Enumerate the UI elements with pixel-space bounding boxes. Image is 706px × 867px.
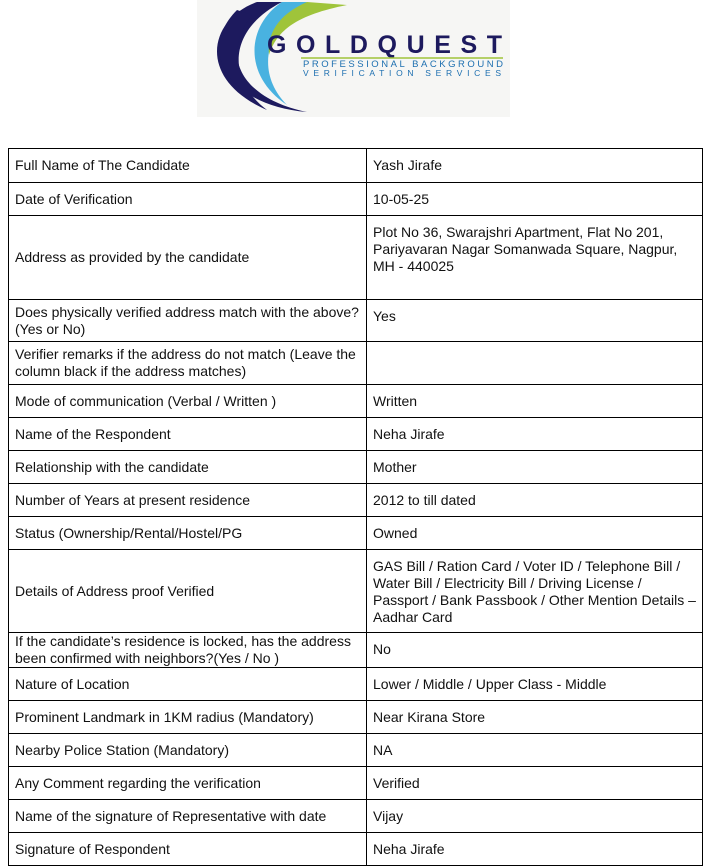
row-label: Date of Verification	[9, 183, 367, 216]
row-label: Mode of communication (Verbal / Written )	[9, 385, 367, 418]
table-row	[9, 300, 703, 342]
row-label: If the candidate’s residence is locked, has the address been confirmed with neighbors?(Yes / No )	[9, 633, 367, 668]
table-row	[9, 149, 703, 183]
row-value: Plot No 36, Swarajshri Apartment, Flat No 201, Pariyavaran Nagar Somanwada Square, Nagpur, MH - 440025	[367, 216, 703, 300]
row-value: Vijay	[367, 800, 703, 833]
table-row	[9, 633, 703, 668]
row-label: Verifier remarks if the address do not match (Leave the column black if the address matches)	[9, 342, 367, 385]
row-label: Number of Years at present residence	[9, 484, 367, 517]
table-row	[9, 418, 703, 451]
row-value: Owned	[367, 517, 703, 550]
table-row	[9, 517, 703, 550]
goldquest-logo	[197, 0, 510, 117]
row-label: Prominent Landmark in 1KM radius (Mandatory)	[9, 701, 367, 734]
row-label: Nearby Police Station (Mandatory)	[9, 734, 367, 767]
row-value: 2012 to till dated	[367, 484, 703, 517]
row-value: Written	[367, 385, 703, 418]
table-row	[9, 451, 703, 484]
row-value: Verified	[367, 767, 703, 800]
row-value: NA	[367, 734, 703, 767]
row-label: Name of the signature of Representative with date	[9, 800, 367, 833]
svg-text:GOLDQUEST: GOLDQUEST	[267, 31, 502, 59]
table-row	[9, 550, 703, 633]
row-value: Neha Jirafe	[367, 833, 703, 866]
verification-table	[8, 148, 703, 866]
table-row	[9, 668, 703, 701]
table-row	[9, 183, 703, 216]
row-label: Does physically verified address match with the above? (Yes or No)	[9, 300, 367, 342]
row-label: Relationship with the candidate	[9, 451, 367, 484]
row-value: Near Kirana Store	[367, 701, 703, 734]
table-row	[9, 734, 703, 767]
row-value: Neha Jirafe	[367, 418, 703, 451]
table-row	[9, 385, 703, 418]
row-value: 10-05-25	[367, 183, 703, 216]
table-row	[9, 800, 703, 833]
row-label: Details of Address proof Verified	[9, 550, 367, 633]
row-value: Yash Jirafe	[367, 149, 703, 183]
table-row	[9, 767, 703, 800]
row-label: Status (Ownership/Rental/Hostel/PG	[9, 517, 367, 550]
row-value: Yes	[367, 300, 703, 342]
row-value: No	[367, 633, 703, 668]
row-value: Mother	[367, 451, 703, 484]
row-label: Address as provided by the candidate	[9, 216, 367, 300]
row-label: Any Comment regarding the verification	[9, 767, 367, 800]
row-label: Signature of Respondent	[9, 833, 367, 866]
svg-text:VERIFICATION SERVICES: VERIFICATION SERVICES	[303, 68, 503, 78]
row-label: Name of the Respondent	[9, 418, 367, 451]
row-value: GAS Bill / Ration Card / Voter ID / Telephone Bill / Water Bill / Electricity Bill / Driving License / Passport / Bank Passbook / Other Mention Details – Aadhar Card	[367, 550, 703, 633]
table-row	[9, 701, 703, 734]
table-row	[9, 833, 703, 866]
row-value: Lower / Middle / Upper Class - Middle	[367, 668, 703, 701]
svg-text:PROFESSIONAL BACKGROUND: PROFESSIONAL BACKGROUND	[303, 59, 503, 70]
table-row	[9, 484, 703, 517]
row-value	[367, 342, 703, 385]
table-row	[9, 216, 703, 300]
table-row	[9, 342, 703, 385]
row-label: Full Name of The Candidate	[9, 149, 367, 183]
row-label: Nature of Location	[9, 668, 367, 701]
